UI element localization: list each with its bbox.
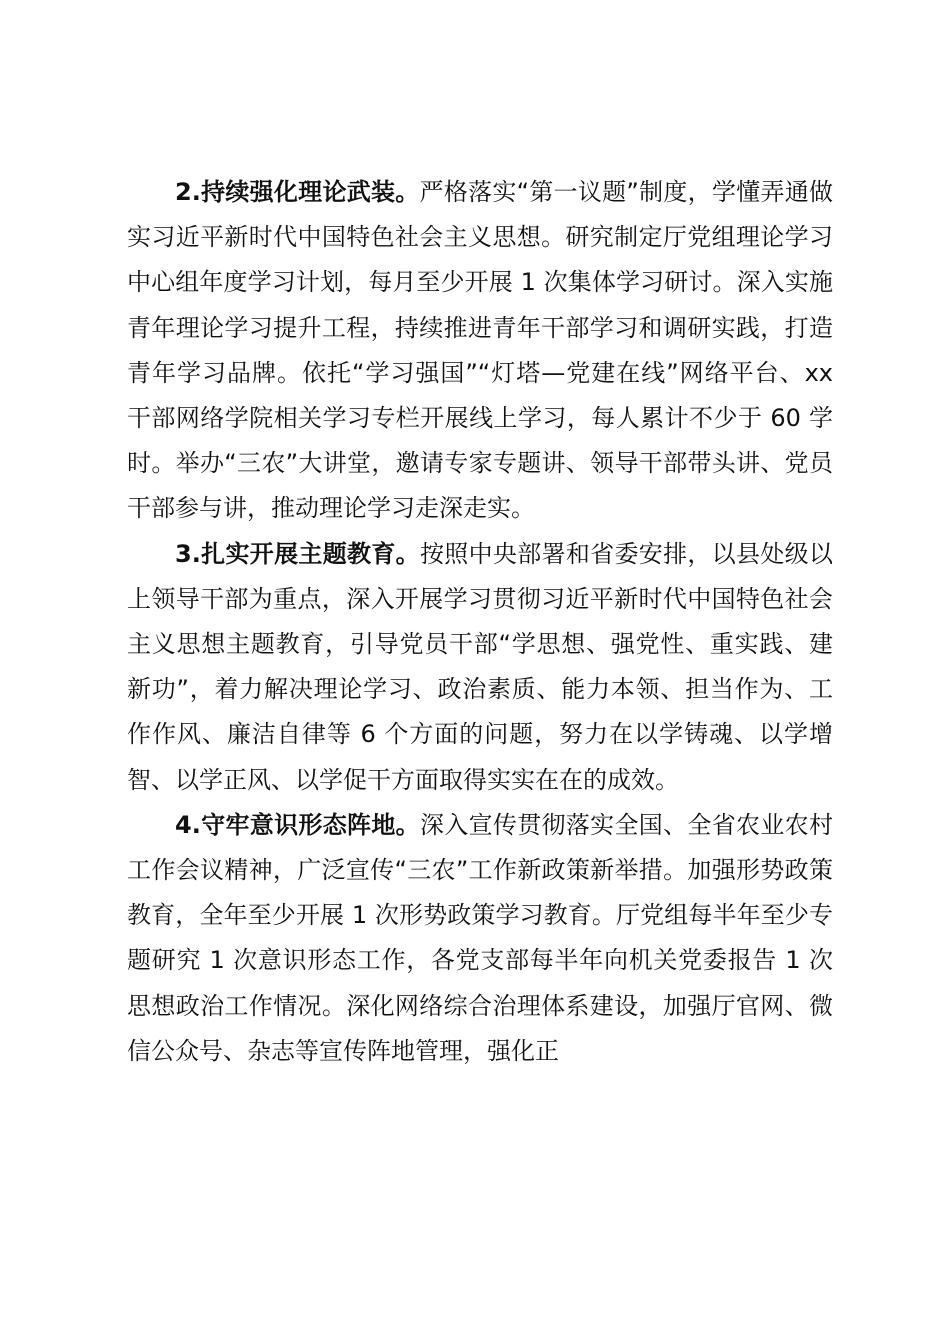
paragraph-ideology-front [127,803,833,1074]
paragraph-heading: 3.扎实开展主题教育。 [175,539,420,568]
paragraph-text: 按照中央部署和省委安排，以县处级以上领导干部为重点，深入开展学习贯彻习近平新时代中国特色社会主义思想主题教育，引导党员干部“学思想、强党性、重实践、建新功”，着力解决理论学习、政治素质、能力本领、担当作为、工作作风、廉洁自律等 6 个方面的问题，努力在以学铸魂、以学增智、以学正风、以学促干方面取得实实在在的成效。 [127,539,833,794]
paragraph-heading: 4.守牢意识形态阵地。 [175,810,420,839]
paragraph-text: 严格落实“第一议题”制度，学懂弄通做实习近平新时代中国特色社会主义思想。研究制定厅党组理论学习中心组年度学习计划，每月至少开展 1 次集体学习研讨。深入实施青年理论学习提升工程，持续推进青年干部学习和调研实践，打造青年学习品牌。依托“学习强国”“灯塔—党建在线”网络平台、xx 干部网络学院相关学习专栏开展线上学习，每人累计不少于 60 学时。举办“三农”大讲堂，邀请专家专题讲、领导干部带头讲、党员干部参与讲，推动理论学习走深走实。 [127,178,833,523]
paragraph-theory-armament [127,170,833,532]
paragraph-theme-education [127,532,833,803]
paragraph-heading: 2.持续强化理论武装。 [175,178,420,206]
document-body [127,170,833,1074]
paragraph-text: 深入宣传贯彻落实全国、全省农业农村工作会议精神，广泛宣传“三农”工作新政策新举措。加强形势政策教育，全年至少开展 1 次形势政策学习教育。厅党组每半年至少专题研究 1 次意识形态工作，各党支部每半年向机关党委报告 1 次思想政治工作情况。深化网络综合治理体系建设，加强厅官网、微信公众号、杂志等宣传阵地管理，强化正 [127,810,833,1065]
